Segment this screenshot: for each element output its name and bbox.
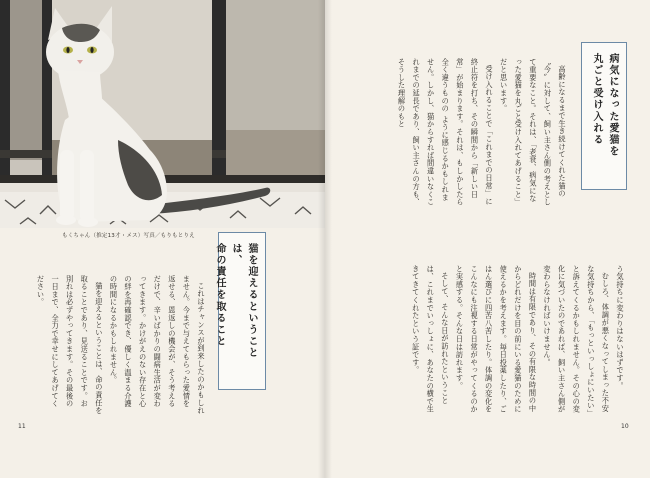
book-gutter — [318, 0, 332, 478]
paragraph: う気持ちに変わりはないはずです。 — [616, 265, 625, 390]
paragraph: 高齢になるまで生き続けてくれた猫の〝今〟に対して、飼い主さん側の考えとして重要なこと。それは、「老衰、病気になった愛猫を丸ごと受け入れてあげること」だと思います。 — [499, 58, 567, 207]
paragraph: そして、そんな日が訪れたということは、これまでいっしょに、あなたの横で生きてきてくれたという証です。 — [411, 265, 450, 414]
heading-line: 病気になった愛猫を — [607, 53, 618, 158]
paragraph: これはチャンスが到来したのかもしれません。今まで与えてもらった愛情を返せる、恩返しの機会が、そう考えるだけで、辛いばかりの闘病生活が変わってきます。かけがえのない存在と心の絆を再確認でき、優しく温まる介護の時間になるかもしれません。 — [109, 275, 206, 415]
paragraph: 猫を迎えるということは、命の責任を取ることであり、見送ることです。お別れは必ずやってきます。その最後の一日まで、全力で幸せにしてあげてください。 — [36, 275, 104, 415]
right-body-text-lower — [365, 265, 627, 415]
left-body-text — [36, 275, 208, 415]
heading-line: 丸ごと受け入れる — [591, 53, 602, 146]
page-number-right: 10 — [621, 423, 629, 430]
section-heading-right — [581, 42, 627, 190]
photo-caption: もくちゃん（推定13才・メス）写真／もりもとりえ — [62, 233, 195, 239]
right-body-text-upper — [365, 58, 569, 208]
paragraph: 時間は有限であり、その有限な時間の中からどれだけを目の前にいる愛猫のために使えるかを考えます。毎日投薬したり、ごはん選びに四苦八苦したり。体調の変化をこんなにも注視する日常がやってくるのかと実感する。そんな日は訪れます。 — [455, 265, 538, 414]
right-page — [325, 0, 650, 478]
paragraph: むしろ、体調が悪くなってしまった不安な気持ちから、「もっといっしょにいたい」と訴えてくるかもしれません。その心の変化に気づいたのであれば、飼い主さん側が変わらなければいけません。 — [543, 265, 611, 414]
section-heading-left — [214, 232, 266, 390]
heading-line: 猫を迎えるということは、 — [230, 243, 257, 359]
paragraph: 受け入れることで「これまでの日常」に終止符を打ち、その瞬間から「新しい日常」が始まります。それは、もしかしたら全く違うものの ように感じるかもしれません。しかし、猫からすれば間違いなくこれまでの延長であり、飼い主さんの方も、そうした理解のもと — [397, 58, 495, 207]
cat-photo — [0, 0, 325, 228]
page-number-left: 11 — [18, 423, 26, 430]
heading-line: 命の責任を取ること — [214, 243, 225, 348]
